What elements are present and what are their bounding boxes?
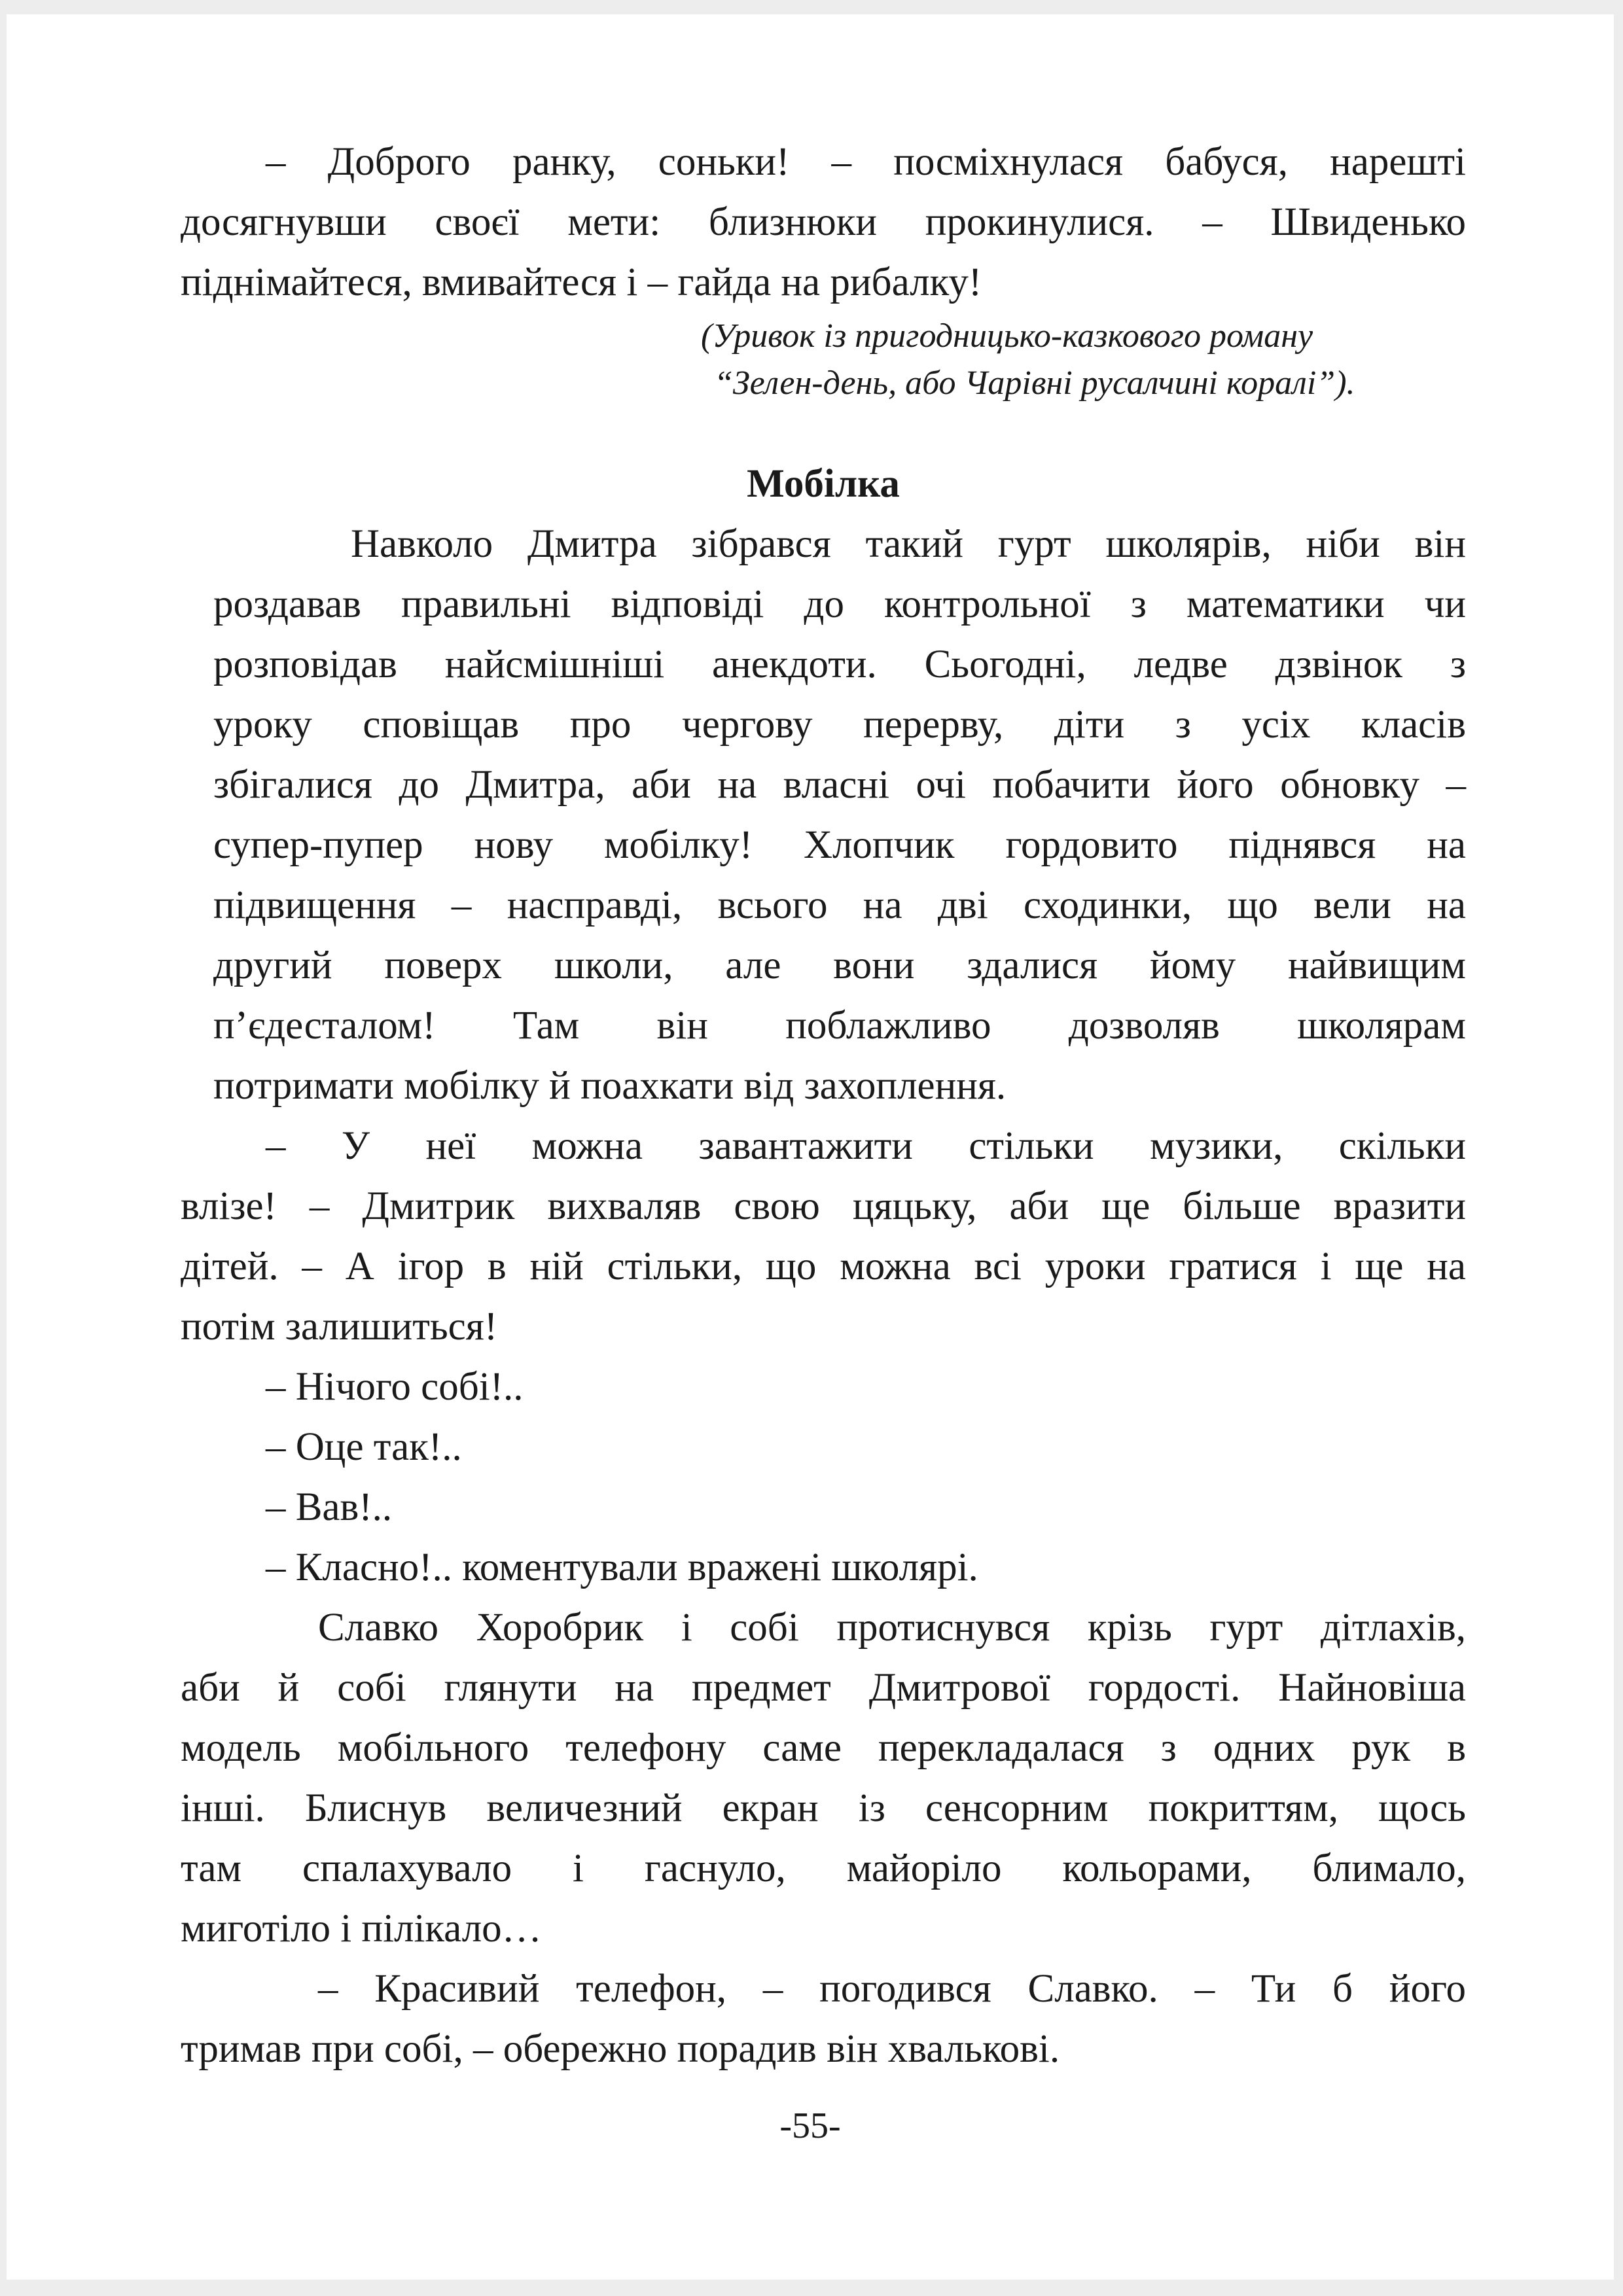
text-line: другий поверх школи, але вони здалися йому найвищим xyxy=(213,944,1466,987)
text-line: піднімайтеся, вмивайтеся і – гайда на рибалку! xyxy=(181,260,982,304)
book-page xyxy=(7,14,1614,2280)
page-number: -55- xyxy=(779,2106,841,2146)
text-line: потримати мобілку й поахкати від захоплення. xyxy=(213,1064,1007,1108)
text-line: потім залишиться! xyxy=(181,1305,498,1349)
dialogue-line: – Оце так!.. xyxy=(266,1425,462,1469)
text-line: там спалахувало і гаснуло, майоріло кольорами, блимало, xyxy=(181,1846,1466,1890)
text-line: уроку сповіщав про чергову перерву, діти з усіх класів xyxy=(213,703,1466,747)
text-line: – Доброго ранку, соньки! – посміхнулася бабуся, нарешті xyxy=(266,140,1466,184)
text-line: – У неї можна завантажити стільки музики, скільки xyxy=(266,1124,1466,1168)
text-line: п’єдесталом! Там він поблажливо дозволяв школярам xyxy=(213,1004,1466,1048)
source-note-line: “Зелен-день, або Чарівні русалчині коралі”). xyxy=(714,364,1355,402)
text-line: тримав при собі, – обережно порадив він хвалькові. xyxy=(181,2027,1060,2071)
source-note-line: (Уривок із пригодницько-казкового роману xyxy=(701,317,1313,355)
paragraph-4 xyxy=(181,1959,1466,2079)
dialogue-line: – Вав!.. xyxy=(266,1485,393,1529)
text-line: підвищення – насправді, всього на дві сходинки, що вели на xyxy=(213,883,1466,927)
dialogue-line: – Класно!.. коментували вражені школярі. xyxy=(266,1545,978,1589)
text-line: інші. Блиснув величезний екран із сенсорним покриттям, щось xyxy=(181,1786,1466,1830)
text-line: влізе! – Дмитрик вихваляв свою цяцьку, аби ще більше вразити xyxy=(181,1184,1466,1228)
text-line: роздавав правильні відповіді до контрольної з математики чи xyxy=(213,582,1466,626)
page-text xyxy=(181,132,1466,2079)
text-line: аби й собі глянути на предмет Дмитрової гордості. Найновіша xyxy=(181,1666,1466,1710)
text-line: дітей. – А ігор в ній стільки, що можна всі уроки гратися і ще на xyxy=(181,1245,1466,1288)
text-line: – Красивий телефон, – погодився Славко. – Ти б його xyxy=(318,1967,1466,2011)
text-line: збігалися до Дмитра, аби на власні очі побачити його обновку – xyxy=(213,763,1466,807)
paragraph-2 xyxy=(181,1116,1466,1357)
text-line: миготіло і пілікало… xyxy=(181,1907,542,1951)
exclamations xyxy=(181,1357,1466,1598)
dialogue-line: – Нічого собі!.. xyxy=(266,1365,524,1409)
text-line: досягнувши своєї мети: близнюки прокинулися. – Швиденько xyxy=(181,200,1466,244)
paragraph-3 xyxy=(181,1598,1466,1959)
text-line: Навколо Дмитра зібрався такий гурт школярів, ніби він xyxy=(351,522,1466,566)
text-line: супер-пупер нову мобілку! Хлопчик гордовито піднявся на xyxy=(213,823,1466,867)
paragraph-1 xyxy=(213,514,1466,1116)
text-line: модель мобільного телефону саме перекладалася з одних рук в xyxy=(181,1726,1466,1770)
text-line: розповідав найсмішніші анекдоти. Сьогодні, ледве дзвінок з xyxy=(213,643,1466,686)
previous-story-ending xyxy=(181,132,1466,313)
story-title: Мобілка xyxy=(747,462,900,506)
text-line: Славко Хоробрик і собі протиснувся крізь гурт дітлахів, xyxy=(318,1606,1466,1650)
source-note xyxy=(181,313,1466,407)
